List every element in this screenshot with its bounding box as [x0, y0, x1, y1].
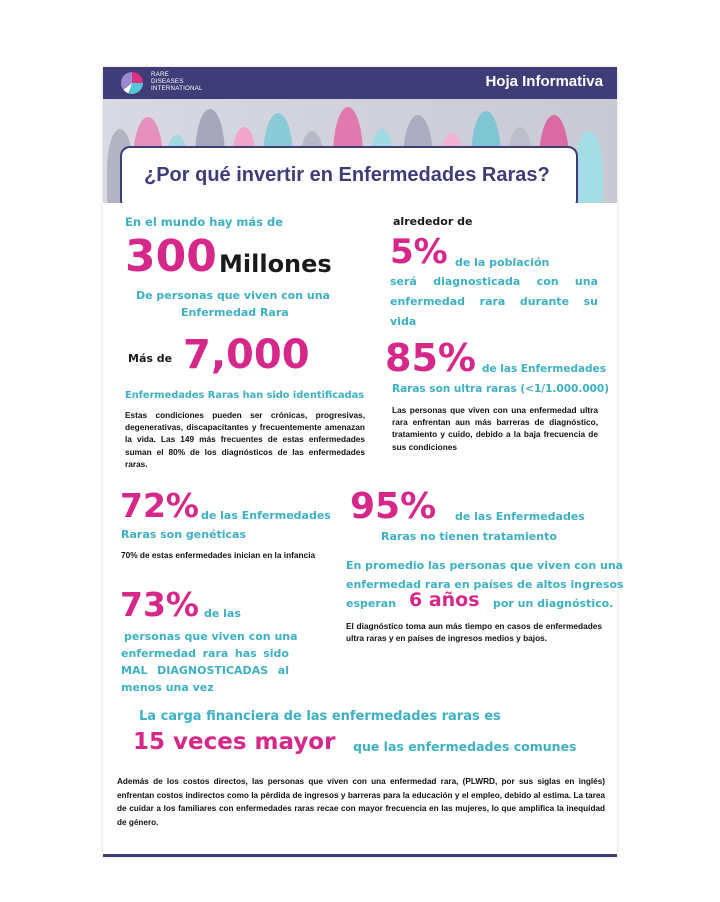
stat-85-number: 85%: [385, 336, 476, 380]
stat-15-body: Además de los costos directos, las personas que viven con una enfermedad rara, (PLWRD, por sus siglas en inglés) enfrentan costos indirectos como la pérdida de ingresos y barreras para la educación y el empleo, debido al estima. La tarea de cuidar a los familiares con enfermedades raras recae con mayor frecuencia en las mujeres, lo que amplifica la inequidad de género.: [117, 777, 605, 827]
stat-15-lead: La carga financiera de las enfermedades raras es: [139, 709, 501, 724]
stat-6-line2: enfermedad rara en países de altos ingresos: [346, 578, 624, 591]
page-title: ¿Por qué invertir en Enfermedades Raras?: [144, 164, 550, 186]
stat-95-line2: Raras no tienen tratamiento: [381, 530, 557, 543]
logo-text: RARE DISEASES INTERNATIONAL: [151, 71, 203, 93]
stat-73-after: de las: [204, 607, 241, 620]
stat-72-body: 70% de estas enfermedades inician en la infancia: [121, 550, 316, 560]
stat-7000-body: Estas condiciones pueden ser crónicas, progresivas, degenerativas, discapacitantes y frecuentemente amenazan la vida. Las 149 más frecuentes de estas enfermedades suman el 80% de los diagnósticos de las enfermedades raras.: [125, 410, 365, 469]
stat-300-line1: De personas que viven con una: [136, 289, 330, 302]
stat-5-line1: será diagnosticada con una: [390, 275, 598, 288]
stat-85-line2: Raras son ultra raras (<1/1.000.000): [392, 383, 610, 395]
stat-73-line4: menos una vez: [121, 681, 214, 694]
stat-5-after: de la población: [455, 256, 550, 269]
stat-7000-number: 7,000: [183, 332, 310, 378]
fact-sheet: [103, 67, 624, 857]
stat-6-line1: En promedio las personas que viven con una: [346, 559, 624, 572]
stat-72-after: de las Enfermedades: [201, 509, 331, 522]
stat-6-post: por un diagnóstico.: [493, 597, 614, 610]
stat-72-number: 72%: [120, 486, 199, 525]
stat-73-number: 73%: [120, 585, 199, 624]
stat-5-lead: alrededor de: [393, 215, 473, 228]
stat-6-number: 6 años: [409, 589, 480, 611]
top-bar: [103, 67, 617, 99]
stat-85-body: Las personas que viven con una enfermedad ultra rara enfrentan aun más barreras de diagnóstico, tratamiento y cuido, debido a la baja frecuencia de sus condiciones: [392, 405, 598, 452]
stat-15-after: que las enfermedades comunes: [353, 739, 577, 754]
stat-300-number: 300: [125, 231, 217, 282]
stat-5-line2: enfermedad rara durante su: [390, 295, 598, 308]
stat-6-body: El diagnóstico toma aun más tiempo en casos de enfermedades ultra raras y en países de ingresos medios y bajos.: [346, 621, 602, 644]
stat-5-number: 5%: [390, 232, 448, 272]
title-box: [120, 146, 578, 203]
stat-5-line3: vida: [390, 315, 417, 328]
stat-300-lead: En el mundo hay más de: [125, 215, 284, 229]
stat-6-pre: esperan: [346, 597, 397, 610]
stat-95-after: de las Enfermedades: [455, 510, 585, 523]
stat-7000-lead: Más de: [128, 352, 173, 365]
stat-15-number: 15 veces mayor: [133, 729, 336, 755]
stat-72-line2: Raras son genéticas: [121, 528, 247, 541]
stat-73-line1: personas que viven con una: [124, 630, 298, 643]
stat-300-line2: Enfermedad Rara: [181, 306, 289, 319]
stat-73-line3: MAL DIAGNOSTICADAS al: [121, 664, 289, 677]
rdi-logo-icon: [121, 72, 143, 94]
stat-95-number: 95%: [350, 486, 437, 527]
stat-73-line2: enfermedad rara has sido: [121, 647, 289, 660]
stat-300-unit: Millones: [219, 250, 332, 278]
stat-85-after: de las Enfermedades: [482, 363, 606, 375]
bottom-rule: [103, 854, 617, 857]
document-label: Hoja Informativa: [485, 73, 603, 90]
people-banner: [103, 99, 617, 203]
stat-7000-caption: Enfermedades Raras han sido identificadas: [125, 390, 365, 401]
